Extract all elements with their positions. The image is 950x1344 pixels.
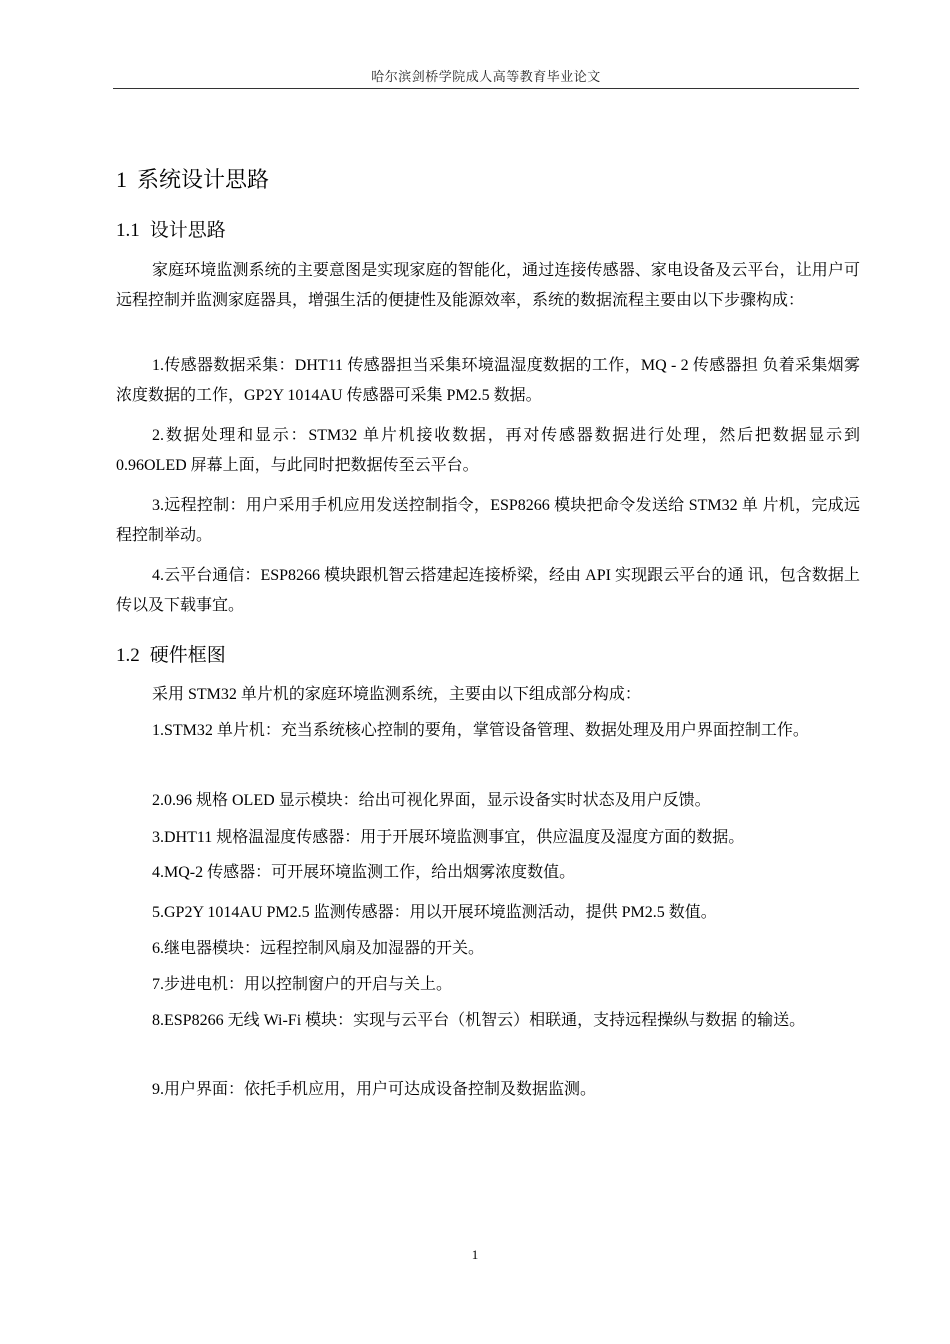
component-item-1: 1.STM32 单片机：充当系统核心控制的要角，掌管设备管理、数据处理及用户界面控制工作。	[152, 722, 809, 739]
component-item-6: 6.继电器模块：远程控制风扇及加湿器的开关。	[152, 940, 485, 957]
section-heading-1-2	[116, 640, 226, 667]
section-number: 1.1	[116, 220, 140, 241]
component-item-9: 9.用户界面：依托手机应用，用户可达成设备控制及数据监测。	[152, 1081, 597, 1098]
component-item-5: 5.GP2Y 1014AU PM2.5 监测传感器：用以开展环境监测活动，提供 PM2.5 数值。	[152, 904, 717, 921]
component-item-3: 3.DHT11 规格温湿度传感器：用于开展环境监测事宜，供应温度及湿度方面的数据。	[152, 829, 745, 846]
component-item-2: 2.0.96 规格 OLED 显示模块：给出可视化界面，显示设备实时状态及用户反馈。	[152, 792, 711, 809]
chapter-heading	[116, 163, 269, 194]
design-step-3: 3.远程控制：用户采用手机应用发送控制指令，ESP8266 模块把命令发送给 STM32 单 片机，完成远程控制举动。	[116, 497, 860, 544]
design-step-2: 2.数据处理和显示：STM32 单片机接收数据，再对传感器数据进行处理，然后把数据显示到 0.96OLED 屏幕上面，与此同时把数据传至云平台。	[116, 427, 860, 474]
running-header: 哈尔滨剑桥学院成人高等教育毕业论文	[371, 70, 601, 85]
chapter-number: 1	[116, 167, 127, 192]
section-1-1-intro: 家庭环境监测系统的主要意图是实现家庭的智能化，通过连接传感器、家电设备及云平台，让用户可远程控制并监测家庭器具，增强生活的便捷性及能源效率，系统的数据流程主要由以下步骤构成：	[116, 262, 860, 309]
chapter-title: 系统设计思路	[137, 168, 270, 193]
section-number: 1.2	[116, 645, 140, 666]
component-item-4: 4.MQ-2 传感器：可开展环境监测工作，给出烟雾浓度数值。	[152, 864, 576, 881]
section-title: 硬件框图	[149, 644, 226, 666]
component-item-8: 8.ESP8266 无线 Wi-Fi 模块：实现与云平台（机智云）相联通，支持远程操纵与数据 的输送。	[152, 1012, 806, 1029]
section-title: 设计思路	[149, 219, 226, 241]
page-number: 1	[471, 1247, 479, 1262]
component-item-7: 7.步进电机：用以控制窗户的开启与关上。	[152, 976, 453, 993]
section-1-2-intro: 采用 STM32 单片机的家庭环境监测系统，主要由以下组成部分构成：	[152, 686, 641, 703]
section-heading-1-1	[116, 215, 226, 242]
design-step-1: 1.传感器数据采集：DHT11 传感器担当采集环境温湿度数据的工作，MQ - 2 传感器担 负着采集烟雾浓度数据的工作，GP2Y 1014AU 传感器可采集 PM2.5 数据。	[116, 357, 860, 404]
design-step-4: 4.云平台通信：ESP8266 模块跟机智云搭建起连接桥梁，经由 API 实现跟云平台的通 讯，包含数据上传以及下载事宜。	[116, 567, 860, 614]
header-rule	[113, 88, 859, 89]
